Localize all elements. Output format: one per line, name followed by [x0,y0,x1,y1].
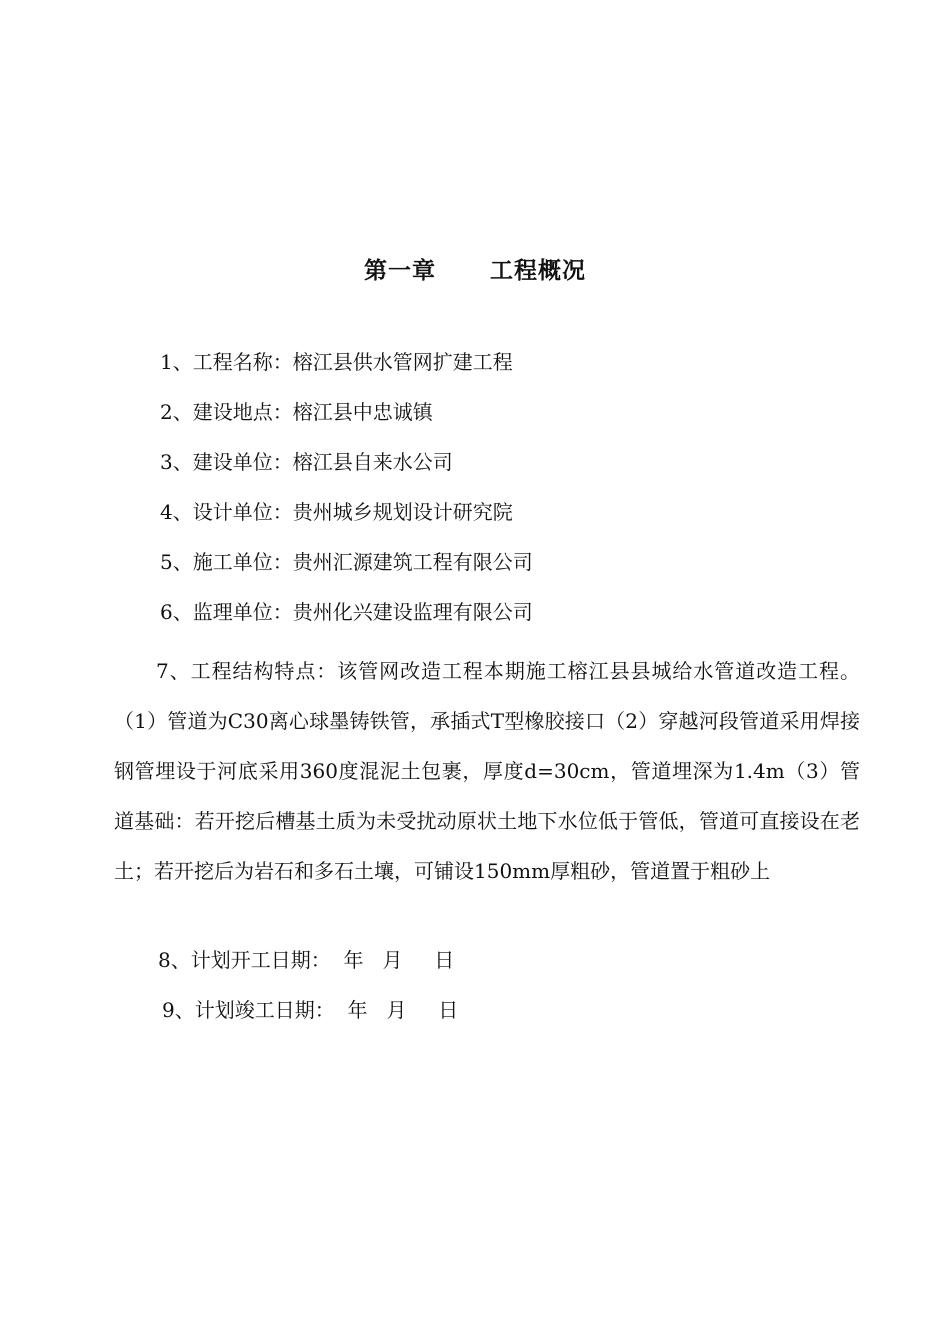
planned-completion-date-item: 9、计划竣工日期： 年 月 日 [162,998,459,1022]
supervision-unit-item: 6、监理单位：贵州化兴建设监理有限公司 [160,600,533,624]
chapter-title: 第一章 工程概况 [363,258,587,284]
planned-start-date-item: 8、计划开工日期： 年 月 日 [158,948,455,972]
construction-location-item: 2、建设地点：榕江县中忠诚镇 [160,400,433,424]
design-unit-item: 4、设计单位：贵州城乡规划设计研究院 [160,500,513,524]
construction-unit-item: 3、建设单位：榕江县自来水公司 [160,450,453,474]
structure-features-paragraph: 7、工程结构特点：该管网改造工程本期施工榕江县县城给水管道改造工程。（1）管道为C30离心球墨铸铁管，承插式T型橡胶接口（2）穿越河段管道采用焊接钢管埋设于河底采用360度混泥土包裹，厚度d=30cm，管道埋深为1.4m（3）管道基础：若开挖后槽基土质为未受扰动原状土地下水位低于管低，管道可直接设在老土；若开挖后为岩石和多石土壤，可铺设150mm厚粗砂，管道置于粗砂上 [114,659,860,883]
builder-unit-item: 5、施工单位：贵州汇源建筑工程有限公司 [160,550,533,574]
project-name-item: 1、工程名称：榕江县供水管网扩建工程 [160,350,513,374]
